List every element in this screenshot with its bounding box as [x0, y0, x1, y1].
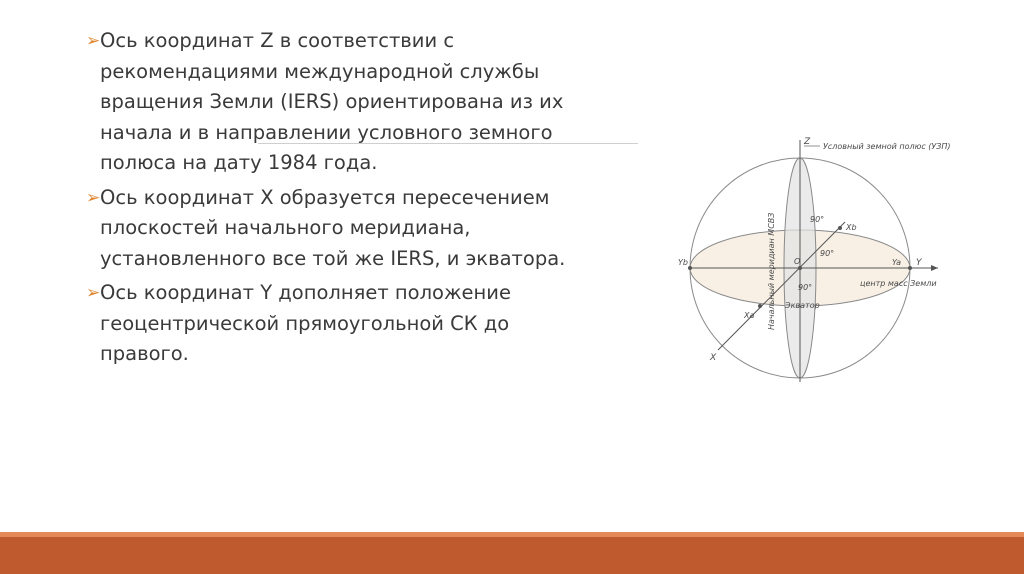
bullet-list: [86, 26, 590, 374]
bullet-item: [86, 26, 590, 179]
bullet-item: [86, 278, 590, 370]
arrow-bullet-icon: ➢: [86, 187, 101, 208]
angle-bottom-label: 90°: [798, 283, 813, 292]
yb-label: Yb: [678, 258, 688, 267]
divider-line: [258, 143, 638, 144]
xb-label: Xb: [846, 223, 857, 232]
bullet-item: [86, 183, 590, 275]
ya-point: [908, 266, 912, 270]
origin-label: O: [794, 257, 801, 266]
z-label: Z: [804, 137, 811, 147]
arrow-bullet-icon: ➢: [86, 31, 101, 51]
y-arrow-icon: [931, 265, 938, 271]
bullet-text: Ось координат Y дополняет положение геоцентрической прямоугольной СК до правого.: [100, 281, 511, 365]
bullet-text: Ось координат Z в соответствии с рекомендациями международной службы вращения Земли (IERS) ориентирована из их начала и в направлении условного земного полюса на дату 1984 года.: [100, 29, 564, 174]
xa-point: [758, 304, 762, 308]
pole-label: Условный земной полюс (УЗП): [823, 142, 951, 151]
origin-point: [798, 266, 802, 270]
yb-point: [688, 266, 692, 270]
xa-label: Xa: [744, 311, 755, 320]
center-label: центр масс Земли: [860, 279, 937, 288]
meridian-label: Начальный меридиан МСВЗ: [767, 212, 776, 330]
ya-label: Ya: [892, 258, 902, 267]
angle-top-label: 90°: [810, 215, 825, 224]
arrow-bullet-icon: ➢: [86, 283, 101, 303]
equator-label: Экватор: [785, 301, 820, 310]
coordinate-system-diagram: [670, 120, 970, 390]
footer-bar: [0, 537, 1024, 574]
angle-right-label: 90°: [820, 249, 835, 258]
bullet-text: Ось координат X образуется пересечением плоскостей начального меридиана, установленного все той же IERS, и экватора.: [100, 185, 566, 270]
y-label: Y: [916, 258, 922, 268]
xb-point: [838, 226, 842, 230]
x-label: X: [710, 353, 717, 363]
